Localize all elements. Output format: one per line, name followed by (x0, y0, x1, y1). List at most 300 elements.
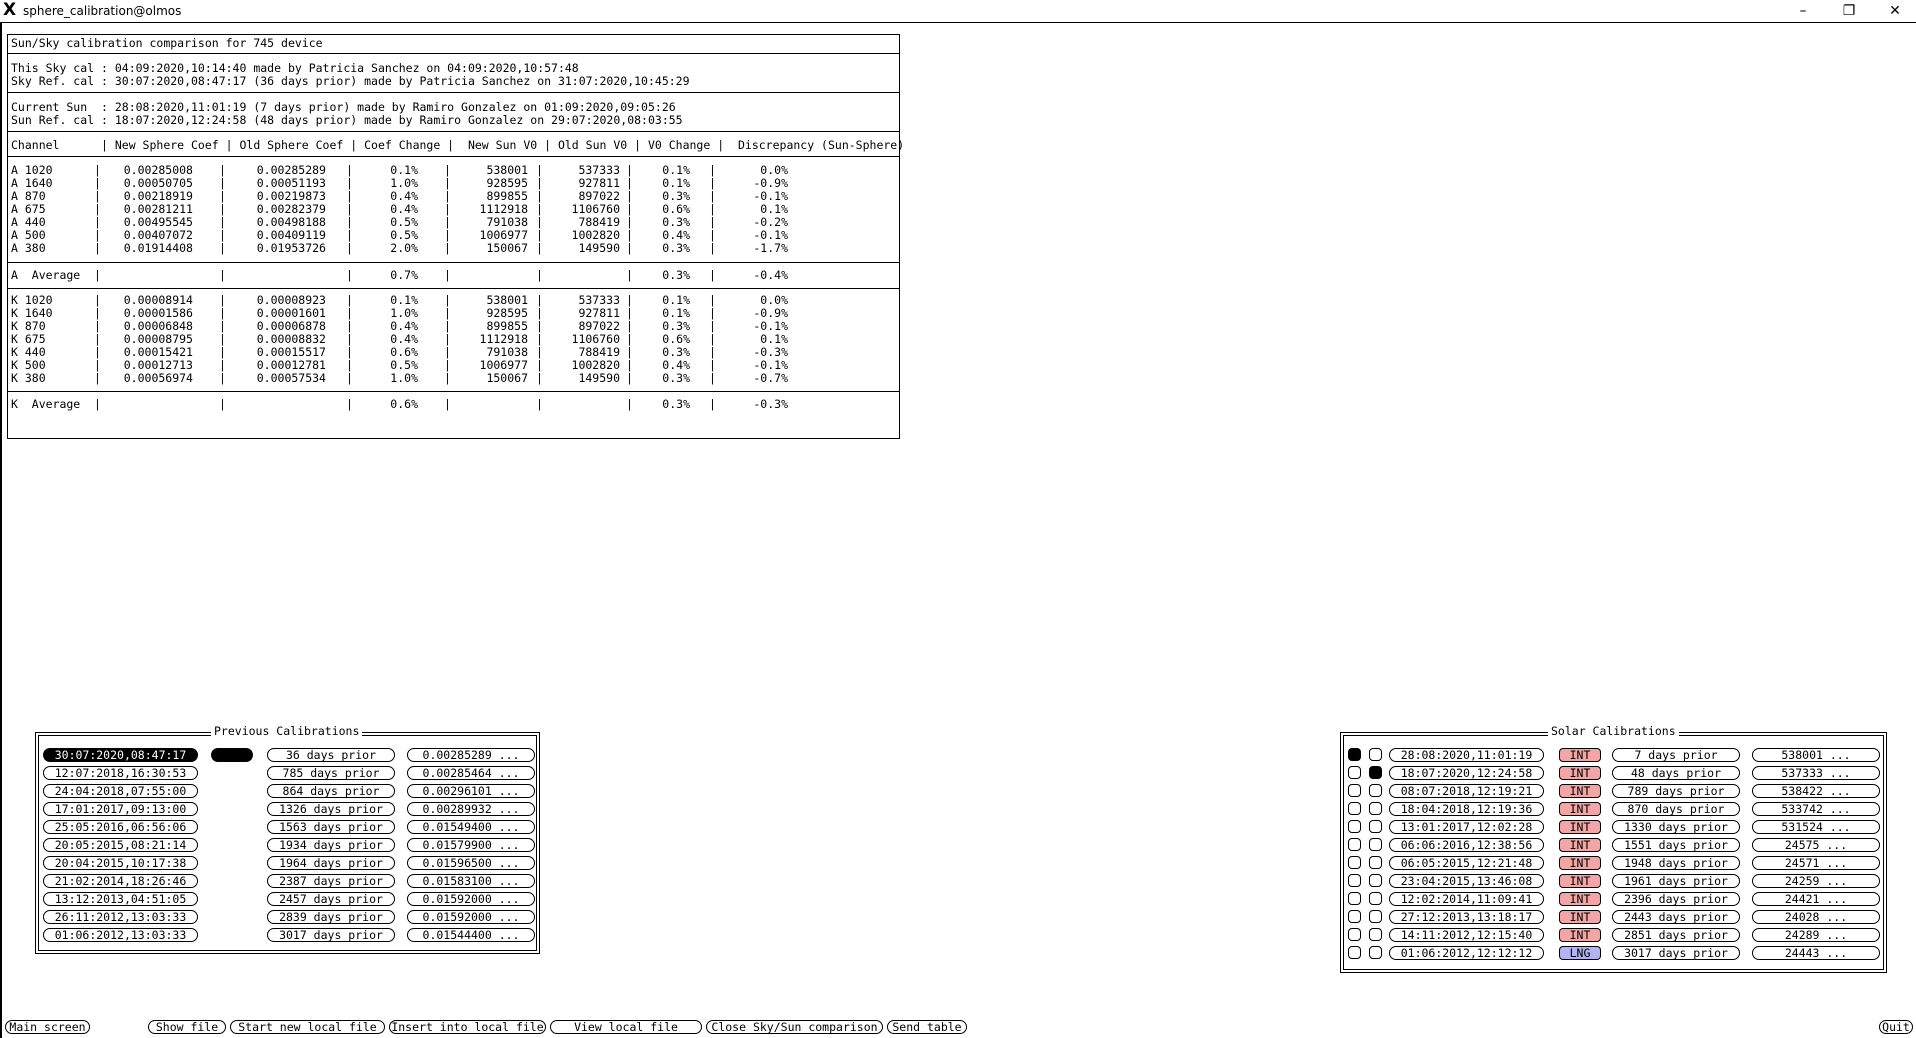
reference-sun-radio[interactable] (1369, 892, 1382, 905)
a-row-new-sphere-coef: 0.00495545 (123, 215, 193, 229)
previous-cal-date-button[interactable]: 20:05:2015,08:21:14 (43, 838, 198, 852)
column-separator: | (346, 268, 353, 282)
column-separator: | (626, 163, 633, 177)
k-row-v0-change: 0.3% (662, 371, 690, 385)
solar-cal-prior-button[interactable]: 1948 days prior (1612, 856, 1740, 870)
previous-cal-date-button[interactable]: 12:07:2018,16:30:53 (43, 766, 198, 780)
previous-cal-date-button[interactable]: 30:07:2020,08:47:17 (43, 748, 198, 762)
column-separator: | (219, 189, 226, 203)
column-separator: | (536, 345, 543, 359)
send-table-button[interactable]: Send table (887, 1020, 967, 1034)
solar-cal-prior-button[interactable]: 1330 days prior (1612, 820, 1740, 834)
column-separator: | (219, 202, 226, 216)
solar-cal-date-button[interactable]: 06:06:2016,12:38:56 (1389, 838, 1544, 852)
a-row-new-sun-v0: 1006977 (479, 228, 528, 242)
solar-cal-type-badge[interactable]: INT (1559, 766, 1601, 780)
k-average-v0-change: 0.3% (662, 397, 690, 411)
a-row-discrepancy: -0.2% (753, 215, 788, 229)
minimize-button[interactable]: – (1799, 3, 1807, 19)
k-row-discrepancy: 0.0% (760, 293, 788, 307)
solar-cal-type-badge[interactable]: INT (1559, 820, 1601, 834)
solar-cal-date-button[interactable]: 28:08:2020,11:01:19 (1389, 748, 1544, 762)
column-separator: | (536, 189, 543, 203)
separator (8, 262, 899, 263)
column-separator: | (709, 371, 716, 385)
column-separator: | (219, 293, 226, 307)
a-average-old-sun-v0 (538, 269, 620, 282)
a-row-channel: A 380 (11, 241, 46, 255)
column-separator: | (219, 228, 226, 242)
k-row-new-sun-v0: 899855 (486, 319, 528, 333)
a-row-new-sphere-coef: 0.00281211 (123, 202, 193, 216)
solar-cal-value-button[interactable]: 24259 ... (1752, 874, 1880, 888)
column-separator: | (219, 345, 226, 359)
column-separator: | (94, 319, 101, 333)
column-separator: | (444, 306, 451, 320)
current-sun-radio[interactable] (1348, 892, 1361, 905)
previous-cal-date-button[interactable]: 26:11:2012,13:03:33 (43, 910, 198, 924)
previous-cal-date-button[interactable]: 01:06:2012,13:03:33 (43, 928, 198, 942)
current-sun-radio[interactable] (1348, 910, 1361, 923)
column-separator: | (536, 163, 543, 177)
solar-cal-value-button[interactable]: 24571 ... (1752, 856, 1880, 870)
view-local-file-button[interactable]: View local file (550, 1020, 702, 1034)
a-row-coef-change: 0.1% (390, 163, 418, 177)
previous-cal-date-button[interactable]: 21:02:2014,18:26:46 (43, 874, 198, 888)
a-row-new-sun-v0: 538001 (486, 163, 528, 177)
reference-sun-radio[interactable] (1369, 748, 1382, 761)
k-row-old-sun-v0: 537333 (578, 293, 620, 307)
solar-cal-prior-button[interactable]: 2443 days prior (1612, 910, 1740, 924)
reference-sun-radio[interactable] (1369, 874, 1382, 887)
previous-cal-date-button[interactable]: 13:12:2013,04:51:05 (43, 892, 198, 906)
column-separator: | (219, 319, 226, 333)
a-row-coef-change: 1.0% (390, 176, 418, 190)
column-separator: | (94, 202, 101, 216)
k-row-new-sun-v0: 1112918 (479, 332, 528, 346)
column-separator: | (94, 215, 101, 229)
current-sun-radio[interactable] (1348, 820, 1361, 833)
a-row-old-sun-v0: 149590 (578, 241, 620, 255)
k-row-discrepancy: -0.3% (753, 345, 788, 359)
solar-cal-prior-button[interactable]: 1961 days prior (1612, 874, 1740, 888)
a-row-coef-change: 2.0% (390, 241, 418, 255)
solar-cal-value-button[interactable]: 538001 ... (1752, 748, 1880, 762)
solar-cal-value-button[interactable]: 24028 ... (1752, 910, 1880, 924)
a-row-old-sphere-coef: 0.00498188 (256, 215, 326, 229)
column-separator: | (709, 268, 716, 282)
a-row-old-sun-v0: 1106760 (571, 202, 620, 216)
a-row-coef-change: 0.5% (390, 215, 418, 229)
reference-sun-radio[interactable] (1369, 946, 1382, 959)
a-row-old-sun-v0: 537333 (578, 163, 620, 177)
a-row-new-sphere-coef: 0.00050705 (123, 176, 193, 190)
column-separator: | (346, 228, 353, 242)
solar-cal-prior-button[interactable]: 870 days prior (1612, 802, 1740, 816)
solar-calibrations-panel (1340, 724, 1887, 973)
a-row-old-sphere-coef: 0.01953726 (256, 241, 326, 255)
column-separator: | (536, 241, 543, 255)
k-row-channel: K 1640 (11, 306, 53, 320)
k-row-old-sphere-coef: 0.00008923 (256, 293, 326, 307)
previous-cal-date-button[interactable]: 20:04:2015,10:17:38 (43, 856, 198, 870)
column-separator: | (94, 228, 101, 242)
column-separator: | (94, 397, 101, 411)
solar-cal-prior-button[interactable]: 1551 days prior (1612, 838, 1740, 852)
solar-cal-type-badge[interactable]: INT (1559, 856, 1601, 870)
column-separator: | (709, 319, 716, 333)
a-row-channel: A 870 (11, 189, 46, 203)
k-row-old-sphere-coef: 0.00057534 (256, 371, 326, 385)
close-comparison-button[interactable]: Close Sky/Sun comparison (706, 1020, 883, 1034)
solar-cal-date-button[interactable]: 14:11:2012,12:15:40 (1389, 928, 1544, 942)
a-row-old-sphere-coef: 0.00051193 (256, 176, 326, 190)
column-separator: | (444, 241, 451, 255)
k-row-old-sun-v0: 927811 (578, 306, 620, 320)
start-new-local-file-button[interactable]: Start new local file (230, 1020, 385, 1034)
solar-cal-date-button[interactable]: 13:01:2017,12:02:28 (1389, 820, 1544, 834)
column-separator: | (536, 202, 543, 216)
a-row-discrepancy: -1.7% (753, 241, 788, 255)
a-row-channel: A 675 (11, 202, 46, 216)
solar-cal-date-button[interactable]: 18:04:2018,12:19:36 (1389, 802, 1544, 816)
k-row-discrepancy: -0.1% (753, 358, 788, 372)
column-separator: | (346, 332, 353, 346)
a-row-old-sphere-coef: 0.00285289 (256, 163, 326, 177)
column-separator: | (709, 176, 716, 190)
current-sun-radio[interactable] (1348, 766, 1361, 779)
a-row-discrepancy: 0.0% (760, 163, 788, 177)
separator (8, 131, 899, 132)
k-row-coef-change: 0.5% (390, 358, 418, 372)
separator (8, 156, 899, 157)
k-row-v0-change: 0.4% (662, 358, 690, 372)
a-row-coef-change: 0.5% (390, 228, 418, 242)
a-average-v0-change: 0.3% (662, 268, 690, 282)
sky-cal-line: This Sky cal : 04:09:2020,10:14:40 made by Patricia Sanchez on 04:09:2020,10:57:48 (11, 61, 579, 75)
main-screen-button[interactable]: Main screen (5, 1020, 90, 1034)
previous-cal-value-button[interactable]: 0.01592000 ... (407, 910, 535, 924)
k-average-old-sun-v0 (538, 398, 620, 411)
previous-cal-prior-button[interactable]: 2839 days prior (267, 910, 395, 924)
solar-cal-date-button[interactable]: 06:05:2015,12:21:48 (1389, 856, 1544, 870)
previous-cal-value-button[interactable]: 0.01583100 ... (407, 874, 535, 888)
k-average-new-sphere-coef (108, 398, 193, 411)
solar-cal-type-badge[interactable]: INT (1559, 910, 1601, 924)
column-separator: | (219, 163, 226, 177)
k-row-new-sun-v0: 928595 (486, 306, 528, 320)
column-separator: | (709, 345, 716, 359)
column-separator: | (444, 332, 451, 346)
column-separator: | (536, 176, 543, 190)
previous-cal-prior-button[interactable]: 36 days prior (267, 748, 395, 762)
a-row-v0-change: 0.3% (662, 215, 690, 229)
previous-cal-prior-button[interactable]: 2387 days prior (267, 874, 395, 888)
column-separator: | (709, 332, 716, 346)
reference-sun-radio[interactable] (1369, 838, 1382, 851)
solar-cal-value-button[interactable]: 538422 ... (1752, 784, 1880, 798)
quit-button[interactable]: Quit (1879, 1020, 1913, 1034)
column-separator: | (709, 241, 716, 255)
separator (8, 391, 899, 392)
a-row-new-sphere-coef: 0.00218919 (123, 189, 193, 203)
solar-cal-date-button[interactable]: 01:06:2012,12:12:12 (1389, 946, 1544, 960)
solar-cal-type-badge[interactable]: INT (1559, 892, 1601, 906)
previous-cal-prior-button[interactable]: 864 days prior (267, 784, 395, 798)
solar-cal-prior-button[interactable]: 48 days prior (1612, 766, 1740, 780)
k-row-old-sun-v0: 788419 (578, 345, 620, 359)
previous-cal-prior-button[interactable]: 2457 days prior (267, 892, 395, 906)
previous-cal-prior-button[interactable]: 1934 days prior (267, 838, 395, 852)
k-row-new-sphere-coef: 0.00006848 (123, 319, 193, 333)
a-row-v0-change: 0.3% (662, 241, 690, 255)
column-separator: | (536, 319, 543, 333)
close-button[interactable]: ✕ (1889, 3, 1901, 19)
previous-cal-prior-button[interactable]: 1563 days prior (267, 820, 395, 834)
solar-cal-date-button[interactable]: 12:02:2014,11:09:41 (1389, 892, 1544, 906)
insert-into-local-file-button[interactable]: Insert into local file (389, 1020, 546, 1034)
current-sun-radio[interactable] (1348, 856, 1361, 869)
column-separator: | (346, 176, 353, 190)
solar-cal-type-badge[interactable]: INT (1559, 928, 1601, 942)
column-separator: | (626, 397, 633, 411)
a-row-discrepancy: -0.9% (753, 176, 788, 190)
k-row-v0-change: 0.3% (662, 319, 690, 333)
column-separator: | (94, 241, 101, 255)
k-row-new-sphere-coef: 0.00015421 (123, 345, 193, 359)
k-row-discrepancy: 0.1% (760, 332, 788, 346)
column-separator: | (219, 358, 226, 372)
column-separator: | (346, 319, 353, 333)
column-separator: | (346, 397, 353, 411)
column-separator: | (94, 332, 101, 346)
a-row-channel: A 1640 (11, 176, 53, 190)
x-logo-icon: X (3, 0, 17, 20)
solar-cal-value-button[interactable]: 24443 ... (1752, 946, 1880, 960)
column-separator: | (94, 163, 101, 177)
k-row-old-sphere-coef: 0.00001601 (256, 306, 326, 320)
column-separator: | (444, 228, 451, 242)
k-row-new-sphere-coef: 0.00008795 (123, 332, 193, 346)
column-separator: | (444, 202, 451, 216)
k-row-old-sun-v0: 1002820 (571, 358, 620, 372)
previous-cal-value-button[interactable]: 0.00285464 ... (407, 766, 535, 780)
reference-sun-radio[interactable] (1369, 928, 1382, 941)
column-separator: | (536, 397, 543, 411)
current-sun-radio[interactable] (1348, 838, 1361, 851)
column-separator: | (219, 268, 226, 282)
reference-sun-radio[interactable] (1369, 802, 1382, 815)
a-row-v0-change: 0.1% (662, 163, 690, 177)
column-separator: | (346, 189, 353, 203)
k-row-discrepancy: -0.9% (753, 306, 788, 320)
k-row-coef-change: 0.4% (390, 319, 418, 333)
reference-sun-radio[interactable] (1369, 784, 1382, 797)
window-left-border (0, 23, 2, 1038)
k-row-new-sphere-coef: 0.00001586 (123, 306, 193, 320)
solar-cal-value-button[interactable]: 24289 ... (1752, 928, 1880, 942)
previous-cal-prior-button[interactable]: 785 days prior (267, 766, 395, 780)
column-separator: | (444, 215, 451, 229)
column-separator: | (536, 268, 543, 282)
column-separator: | (219, 397, 226, 411)
solar-cal-date-button[interactable]: 23:04:2015,13:46:08 (1389, 874, 1544, 888)
solar-cal-date-button[interactable]: 08:07:2018,12:19:21 (1389, 784, 1544, 798)
k-row-channel: K 870 (11, 319, 46, 333)
column-separator: | (94, 268, 101, 282)
k-row-new-sphere-coef: 0.00012713 (123, 358, 193, 372)
column-separator: | (444, 397, 451, 411)
solar-cal-value-button[interactable]: 531524 ... (1752, 820, 1880, 834)
window-title: sphere_calibration@olmos (23, 4, 182, 18)
column-separator: | (709, 397, 716, 411)
column-separator: | (709, 228, 716, 242)
column-separator: | (709, 202, 716, 216)
column-separator: | (444, 189, 451, 203)
column-separator: | (346, 163, 353, 177)
column-separator: | (219, 306, 226, 320)
current-sun-radio[interactable] (1348, 802, 1361, 815)
column-separator: | (94, 345, 101, 359)
solar-cal-type-badge[interactable]: INT (1559, 838, 1601, 852)
k-row-v0-change: 0.1% (662, 293, 690, 307)
column-separator: | (536, 358, 543, 372)
k-row-discrepancy: -0.7% (753, 371, 788, 385)
k-row-v0-change: 0.1% (662, 306, 690, 320)
k-row-new-sun-v0: 1006977 (479, 358, 528, 372)
column-separator: | (346, 215, 353, 229)
k-row-channel: K 1020 (11, 293, 53, 307)
a-row-discrepancy: 0.1% (760, 202, 788, 216)
column-separator: | (626, 176, 633, 190)
column-separator: | (346, 358, 353, 372)
k-row-old-sun-v0: 897022 (578, 319, 620, 333)
column-separator: | (346, 345, 353, 359)
previous-cal-prior-button[interactable]: 1964 days prior (267, 856, 395, 870)
selected-marker[interactable] (211, 748, 253, 762)
column-separator: | (94, 306, 101, 320)
a-average-new-sun-v0 (428, 269, 528, 282)
previous-cal-date-button[interactable]: 24:04:2018,07:55:00 (43, 784, 198, 798)
current-sun-radio[interactable] (1348, 784, 1361, 797)
column-separator: | (444, 163, 451, 177)
separator (8, 288, 899, 289)
reference-sun-radio[interactable] (1369, 766, 1382, 779)
k-row-old-sphere-coef: 0.00008832 (256, 332, 326, 346)
previous-cal-value-button[interactable]: 0.01579900 ... (407, 838, 535, 852)
solar-cal-date-button[interactable]: 18:07:2020,12:24:58 (1389, 766, 1544, 780)
previous-cal-prior-button[interactable]: 1326 days prior (267, 802, 395, 816)
column-separator: | (219, 215, 226, 229)
a-row-new-sun-v0: 928595 (486, 176, 528, 190)
a-row-new-sphere-coef: 0.01914408 (123, 241, 193, 255)
sun-ref-line: Sun Ref. cal : 18:07:2020,12:24:58 (48 days prior) made by Ramiro Gonzalez on 29:07:2020,08:03:55 (11, 113, 683, 127)
column-separator: | (94, 189, 101, 203)
solar-cal-prior-button[interactable]: 2851 days prior (1612, 928, 1740, 942)
solar-cal-type-badge[interactable]: INT (1559, 784, 1601, 798)
reference-sun-radio[interactable] (1369, 910, 1382, 923)
column-separator: | (626, 319, 633, 333)
column-separator: | (626, 189, 633, 203)
a-average-old-sphere-coef (236, 269, 326, 282)
restore-button[interactable]: ❐ (1842, 3, 1856, 19)
k-row-discrepancy: -0.1% (753, 319, 788, 333)
show-file-button[interactable]: Show file (148, 1020, 226, 1034)
current-sun-line: Current Sun : 28:08:2020,11:01:19 (7 days prior) made by Ramiro Gonzalez on 01:09:2020,09:05:26 (11, 100, 676, 114)
solar-cal-value-button[interactable]: 24421 ... (1752, 892, 1880, 906)
current-sun-radio[interactable] (1348, 946, 1361, 959)
column-separator: | (626, 215, 633, 229)
column-separator: | (346, 241, 353, 255)
k-average-new-sun-v0 (428, 398, 528, 411)
solar-cal-value-button[interactable]: 537333 ... (1752, 766, 1880, 780)
previous-cal-value-button[interactable]: 0.00296101 ... (407, 784, 535, 798)
reference-sun-radio[interactable] (1369, 856, 1382, 869)
k-row-new-sphere-coef: 0.00008914 (123, 293, 193, 307)
solar-cal-type-badge[interactable]: LNG (1559, 946, 1601, 960)
column-separator: | (94, 176, 101, 190)
solar-cal-date-button[interactable]: 27:12:2013,13:18:17 (1389, 910, 1544, 924)
k-average-coef-change: 0.6% (390, 397, 418, 411)
solar-cal-type-badge[interactable]: INT (1559, 802, 1601, 816)
solar-cal-value-button[interactable]: 24575 ... (1752, 838, 1880, 852)
previous-cal-value-button[interactable]: 0.01596500 ... (407, 856, 535, 870)
column-separator: | (536, 306, 543, 320)
column-separator: | (709, 306, 716, 320)
column-separator: | (626, 268, 633, 282)
current-sun-radio[interactable] (1348, 874, 1361, 887)
k-row-new-sun-v0: 538001 (486, 293, 528, 307)
separator (8, 92, 899, 93)
solar-cal-prior-button[interactable]: 789 days prior (1612, 784, 1740, 798)
previous-cal-date-button[interactable]: 17:01:2017,09:13:00 (43, 802, 198, 816)
previous-cal-value-button[interactable]: 0.01592000 ... (407, 892, 535, 906)
a-row-new-sun-v0: 791038 (486, 215, 528, 229)
solar-cal-prior-button[interactable]: 3017 days prior (1612, 946, 1740, 960)
previous-cal-date-button[interactable]: 25:05:2016,06:56:06 (43, 820, 198, 834)
a-row-old-sun-v0: 1002820 (571, 228, 620, 242)
a-row-channel: A 500 (11, 228, 46, 242)
a-average-coef-change: 0.7% (390, 268, 418, 282)
solar-cal-prior-button[interactable]: 2396 days prior (1612, 892, 1740, 906)
a-row-v0-change: 0.3% (662, 189, 690, 203)
solar-cal-type-badge[interactable]: INT (1559, 874, 1601, 888)
previous-cal-value-button[interactable]: 0.00289932 ... (407, 802, 535, 816)
k-row-new-sun-v0: 150067 (486, 371, 528, 385)
a-row-old-sphere-coef: 0.00282379 (256, 202, 326, 216)
comparison-report (7, 34, 905, 439)
current-sun-radio[interactable] (1348, 748, 1361, 761)
previous-cal-value-button[interactable]: 0.01544400 ... (407, 928, 535, 942)
a-row-new-sphere-coef: 0.00407072 (123, 228, 193, 242)
solar-cal-type-badge[interactable]: INT (1559, 748, 1601, 762)
current-sun-radio[interactable] (1348, 928, 1361, 941)
solar-cal-value-button[interactable]: 533742 ... (1752, 802, 1880, 816)
column-separator: | (536, 332, 543, 346)
column-separator: | (346, 371, 353, 385)
solar-cal-prior-button[interactable]: 7 days prior (1612, 748, 1740, 762)
column-separator: | (536, 228, 543, 242)
reference-sun-radio[interactable] (1369, 820, 1382, 833)
previous-cal-prior-button[interactable]: 3017 days prior (267, 928, 395, 942)
column-separator: | (219, 176, 226, 190)
previous-cal-value-button[interactable]: 0.00285289 ... (407, 748, 535, 762)
previous-cal-value-button[interactable]: 0.01549400 ... (407, 820, 535, 834)
column-separator: | (219, 332, 226, 346)
column-separator: | (536, 215, 543, 229)
a-average-discrepancy: -0.4% (753, 268, 788, 282)
k-row-coef-change: 0.4% (390, 332, 418, 346)
